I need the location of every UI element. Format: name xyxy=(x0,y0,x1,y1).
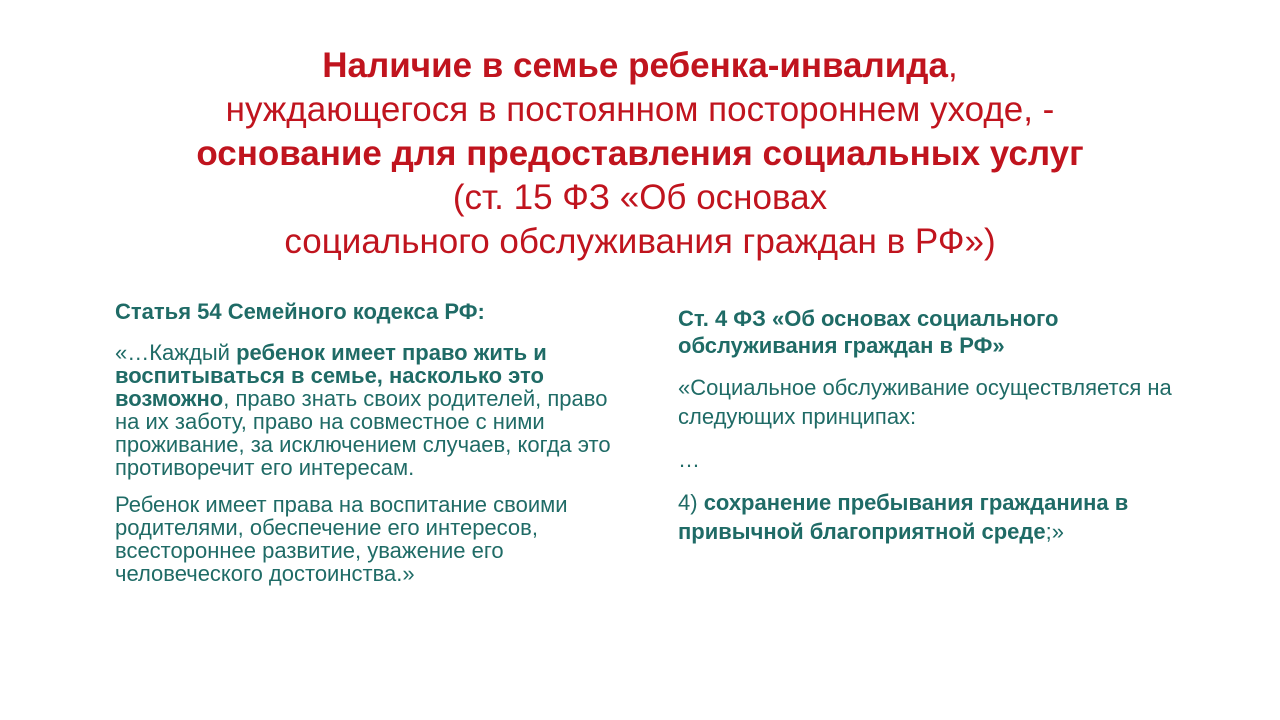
title-line-1 xyxy=(100,44,1180,88)
right-paragraph-1: «Социальное обслуживание осуществляется на следующих принципах: xyxy=(678,375,1172,429)
slide-title xyxy=(100,44,1180,264)
title-line-3 xyxy=(100,132,1180,176)
title-line-1-tail: , xyxy=(947,46,958,85)
title-line-2: нуждающегося в постоянном постороннем уходе, - xyxy=(225,90,1055,129)
title-line-1-bold: Наличие в семье ребенка-инвалида xyxy=(322,46,948,85)
left-p1-bold: ребенок имеет право жить и воспитываться в семье, насколько это возможно xyxy=(115,340,547,411)
right-paragraph-2: … xyxy=(678,447,700,472)
left-p1-pre: «…Каждый xyxy=(115,340,237,365)
left-paragraph-1 xyxy=(115,341,615,479)
title-line-4: (ст. 15 ФЗ «Об основах xyxy=(452,178,828,217)
left-column xyxy=(115,299,615,599)
left-paragraph-2: Ребенок имеет права на воспитание своими родителями, обеспечение его интересов, всестороннее развитие, уважение его человеческого достоинства.» xyxy=(115,492,568,586)
right-heading: Ст. 4 ФЗ «Об основах социального обслуживания граждан в РФ» xyxy=(678,306,1059,358)
left-p1-post: , право знать своих родителей, право на их заботу, право на совместное с ними проживание, за исключением случаев, когда это противоречит его интересам. xyxy=(115,386,611,480)
title-line-5: социального обслуживания граждан в РФ») xyxy=(284,222,996,261)
right-p3-pre: 4) xyxy=(678,490,704,515)
right-column xyxy=(678,305,1188,560)
right-p3-post: ;» xyxy=(1045,519,1064,544)
right-p3-bold: сохранение пребывания гражданина в привычной благоприятной среде xyxy=(678,490,1129,544)
right-paragraph-3 xyxy=(678,488,1188,546)
left-heading: Статья 54 Семейного кодекса РФ: xyxy=(115,299,485,324)
title-line-3-bold: основание для предоставления социальных услуг xyxy=(196,134,1084,173)
